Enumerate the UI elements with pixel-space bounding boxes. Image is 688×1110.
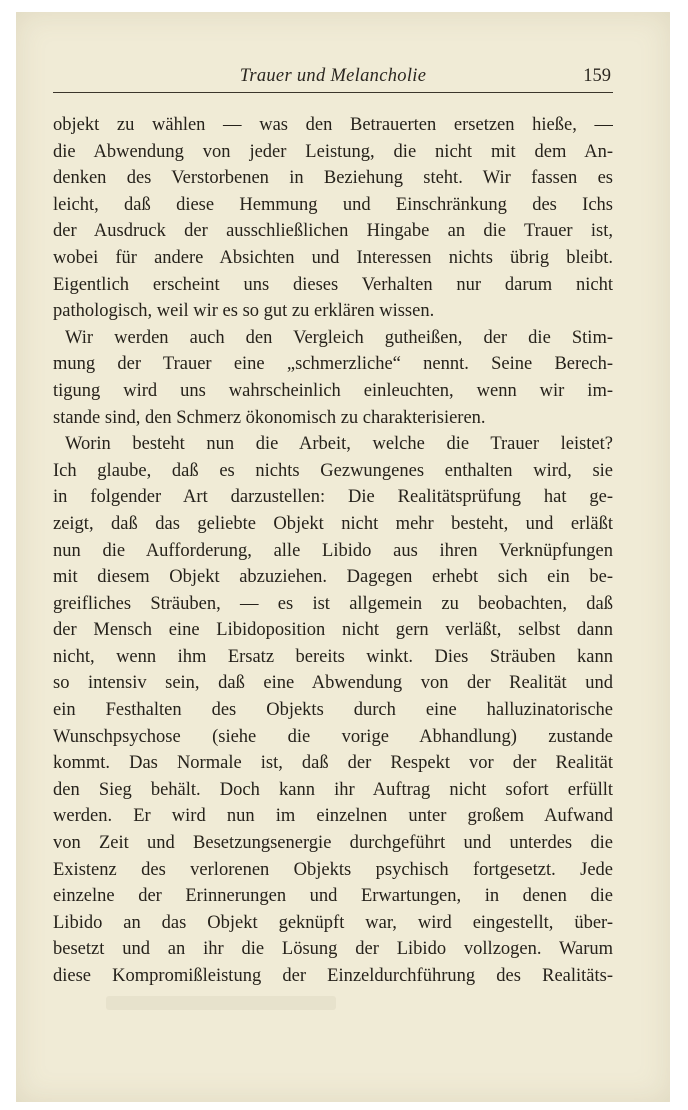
paragraph: [53, 325, 613, 431]
text-line: greifliches Sträuben, — es ist allgemein zu beobachten, daß: [53, 593, 613, 614]
text-line: nicht, wenn ihm Ersatz bereits winkt. Dies Sträuben kann: [53, 646, 613, 667]
text-line: nun die Aufforderung, alle Libido aus ihren Verknüpfungen: [53, 540, 613, 561]
text-line: diese Kompromißleistung der Einzeldurchführung des Realitäts-: [53, 966, 613, 986]
text-line: die Abwendung von jeder Leistung, die nicht mit dem An-: [53, 141, 613, 162]
text-line: werden. Er wird nun im einzelnen unter großem Aufwand: [53, 806, 613, 827]
paragraph: [53, 112, 613, 325]
text-line: einzelne der Erinnerungen und Erwartungen, in denen die: [53, 886, 613, 907]
text-line: Wunschpsychose (siehe die vorige Abhandlung) zustande: [53, 726, 613, 747]
text-line: Wir werden auch den Vergleich gutheißen, der die Stim-: [65, 327, 613, 348]
text-line: der Mensch eine Libidoposition nicht gern verläßt, selbst dann: [53, 620, 613, 641]
text-line: den Sieg behält. Doch kann ihr Auftrag nicht sofort erfüllt: [53, 779, 613, 800]
text-line: zeigt, daß das geliebte Objekt nicht mehr besteht, und erläßt: [53, 513, 613, 534]
text-line: mung der Trauer eine „schmerzliche“ nennt. Seine Berech-: [53, 354, 613, 375]
text-line: besetzt und an ihr die Lösung der Libido vollzogen. Warum: [53, 939, 613, 960]
text-line: der Ausdruck der ausschließlichen Hingabe an die Trauer ist,: [53, 221, 613, 242]
text-line: stande sind, den Schmerz ökonomisch zu charakterisieren.: [53, 407, 486, 428]
text-line: denken des Verstorbenen in Beziehung steht. Wir fassen es: [53, 168, 613, 189]
running-header: [53, 62, 613, 93]
text-line: mit diesem Objekt abzuziehen. Dagegen erhebt sich ein be-: [53, 567, 613, 588]
show-through-smudge: [106, 996, 336, 1010]
text-line: von Zeit und Besetzungsenergie durchgeführt und unterdes die: [53, 833, 613, 854]
text-line: ein Festhalten des Objekts durch eine halluzinatorische: [53, 700, 613, 721]
text-line: Worin besteht nun die Arbeit, welche die Trauer leistet?: [65, 434, 613, 455]
text-line: Ich glaube, daß es nichts Gezwungenes enthalten wird, sie: [53, 460, 613, 481]
book-page: [16, 12, 670, 1102]
page-number: 159: [583, 66, 611, 86]
text-line: objekt zu wählen — was den Betrauerten ersetzen hieße, —: [53, 115, 613, 135]
text-line: in folgender Art darzustellen: Die Realitätsprüfung hat ge-: [53, 487, 613, 508]
text-line: Libido an das Objekt geknüpft war, wird eingestellt, über-: [53, 912, 613, 933]
text-line: Existenz des verlorenen Objekts psychisch fortgesetzt. Jede: [53, 859, 613, 880]
text-line: tigung wird uns wahrscheinlich einleuchten, wenn wir im-: [53, 380, 613, 401]
text-line: wobei für andere Absichten und Interessen nichts übrig bleibt.: [53, 247, 613, 268]
body-text: [53, 112, 613, 990]
running-title: Trauer und Melancholie: [239, 66, 427, 86]
text-line: Eigentlich erscheint uns dieses Verhalten nur darum nicht: [53, 274, 613, 295]
text-line: kommt. Das Normale ist, daß der Respekt vor der Realität: [53, 753, 613, 774]
text-line: pathologisch, weil wir es so gut zu erklären wissen.: [53, 301, 435, 322]
text-line: so intensiv sein, daß eine Abwendung von der Realität und: [53, 673, 613, 694]
text-line: leicht, daß diese Hemmung und Einschränkung des Ichs: [53, 194, 613, 215]
paragraph: [53, 431, 613, 989]
